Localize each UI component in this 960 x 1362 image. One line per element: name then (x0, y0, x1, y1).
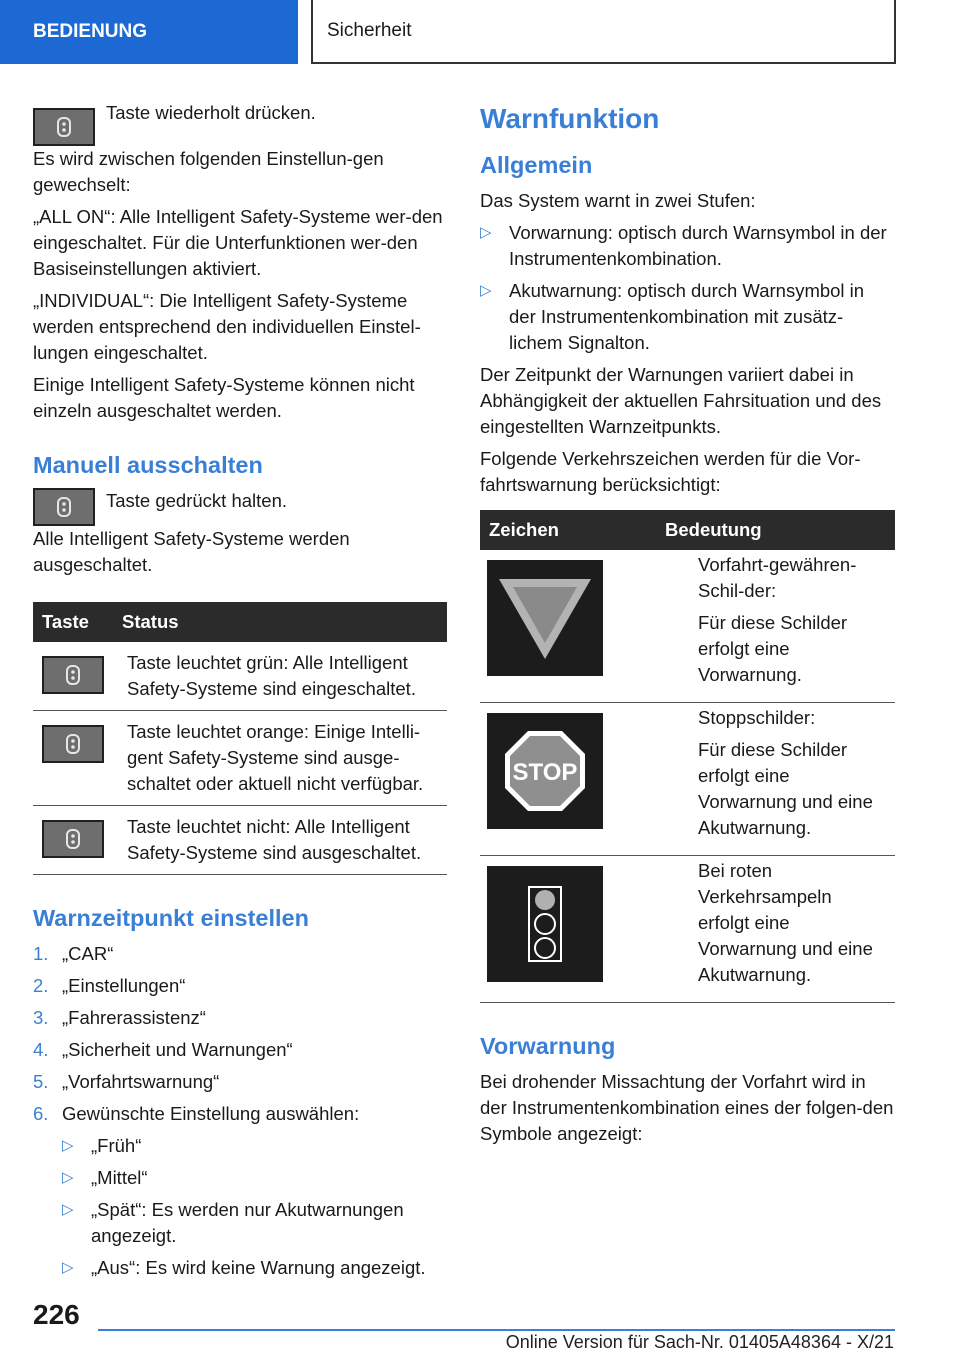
heading-warnfunktion: Warnfunktion (480, 103, 660, 134)
list-item: ▷ „Aus“: Es wird keine Warnung angezeigt. (62, 1255, 447, 1281)
status-text: Taste leuchtet nicht: Alle Intelligent Safety-Systeme sind ausgeschaltet. (113, 806, 447, 875)
sign-title: Bei roten Verkehrsampeln erfolgt eine Vorwarnung und eine Akutwarnung. (698, 860, 873, 985)
chapter-title: BEDIENUNG (33, 21, 148, 42)
section-tab (311, 0, 896, 64)
list-item: 3. „Fahrerassistenz“ (33, 1007, 206, 1028)
table-row (480, 703, 895, 856)
heading-vorwarnung: Vorwarnung (480, 1033, 616, 1059)
stop-sign-label: STOP (512, 759, 578, 786)
safety-button-icon (42, 725, 104, 763)
instruction-text: Taste wiederholt drücken. (106, 102, 316, 123)
triangle-bullet-icon: ▷ (480, 282, 492, 299)
paragraph: „INDIVIDUAL“: Die Intelligent Safety-Systeme werden entsprechend den individuellen Einstel-lungen eingeschaltet. (33, 290, 421, 363)
list-item: ▷ „Früh“ (62, 1133, 447, 1159)
sign-title: Vorfahrt-gewähren-Schil-der: (698, 554, 857, 601)
status-table (33, 602, 447, 875)
traffic-light-icon (487, 866, 603, 982)
list-item: 2. „Einstellungen“ (33, 975, 186, 996)
chapter-tab (0, 0, 298, 64)
yield-sign-icon (487, 560, 603, 676)
paragraph: Folgende Verkehrszeichen werden für die Vor-fahrtswarnung berücksichtigt: (480, 448, 861, 495)
button-instruction (33, 100, 447, 146)
column-header-zeichen: Zeichen (480, 510, 648, 550)
list-item: ▷ Vorwarnung: optisch durch Warnsymbol in der Instrumentenkombination. (480, 220, 895, 272)
paragraph: Einige Intelligent Safety-Systeme können nicht einzeln ausgeschaltet werden. (33, 374, 415, 421)
list-item: 1. „CAR“ (33, 943, 114, 964)
paragraph: Bei drohender Missachtung der Vorfahrt wird in der Instrumentenkombination eines der folgen-den Symbole angezeigt: (480, 1071, 894, 1144)
stop-sign-icon (487, 713, 603, 829)
heading-manuell-ausschalten: Manuell ausschalten (33, 452, 263, 478)
sign-title: Stoppschilder: (698, 707, 816, 728)
section-title: Sicherheit (327, 20, 412, 41)
sign-detail: Für diese Schilder erfolgt eine Vorwarnung. (698, 612, 848, 685)
table-row (33, 806, 447, 875)
table-row (33, 642, 447, 711)
column-header-status: Status (113, 602, 447, 642)
heading-allgemein: Allgemein (480, 152, 593, 178)
stages-list (480, 220, 895, 356)
triangle-bullet-icon: ▷ (62, 1201, 74, 1218)
safety-button-icon (42, 656, 104, 694)
list-item: 6. Gewünschte Einstellung auswählen: (33, 1103, 360, 1124)
triangle-bullet-icon: ▷ (62, 1137, 74, 1154)
paragraph: Der Zeitpunkt der Warnungen variiert dabei in Abhängigkeit der aktuellen Fahrsituation und des eingestellten Warnzeitpunkts. (480, 364, 882, 437)
steps-list (33, 941, 447, 1127)
safety-button-icon (33, 488, 95, 526)
footer-text: Online Version für Sach-Nr. 01405A48364 - X/21 (505, 1332, 894, 1352)
right-column (480, 100, 895, 1153)
page-number: 226 (33, 1299, 80, 1330)
column-header-bedeutung: Bedeutung (648, 510, 895, 550)
button-instruction (33, 488, 447, 526)
paragraph: Das System warnt in zwei Stufen: (480, 190, 756, 211)
left-column (33, 100, 447, 1287)
list-item: 4. „Sicherheit und Warnungen“ (33, 1039, 293, 1060)
list-item: ▷ Akutwarnung: optisch durch Warnsymbol in der Instrumentenkombination mit zusätz-lichem Signalton. (480, 278, 895, 356)
safety-button-icon (33, 108, 95, 146)
status-text: Taste leuchtet grün: Alle Intelligent Safety-Systeme sind eingeschaltet. (113, 642, 447, 711)
safety-button-icon (42, 820, 104, 858)
list-item: ▷ „Mittel“ (62, 1165, 447, 1191)
list-item: ▷ „Spät“: Es werden nur Akutwarnungen angezeigt. (62, 1197, 447, 1249)
triangle-bullet-icon: ▷ (62, 1169, 74, 1186)
table-row (480, 856, 895, 1003)
heading-warnzeitpunkt: Warnzeitpunkt einstellen (33, 905, 309, 931)
paragraph: Alle Intelligent Safety-Systeme werden ausgeschaltet. (33, 528, 350, 575)
table-row (480, 550, 895, 703)
status-text: Taste leuchtet orange: Einige Intelli-gent Safety-Systeme sind ausge-schaltet oder aktuell nicht verfügbar. (113, 711, 447, 806)
list-item: 5. „Vorfahrtswarnung“ (33, 1071, 220, 1092)
signs-table (480, 510, 895, 1003)
paragraph: Es wird zwischen folgenden Einstellun-gen gewechselt: (33, 148, 384, 195)
paragraph: „ALL ON“: Alle Intelligent Safety-Systeme wer-den eingeschaltet. Für die Unterfunktionen wer-den Basiseinstellungen aktiviert. (33, 206, 443, 279)
column-header-taste: Taste (33, 602, 113, 642)
instruction-text: Taste gedrückt halten. (106, 490, 287, 511)
triangle-bullet-icon: ▷ (480, 224, 492, 241)
table-row (33, 711, 447, 806)
sign-detail: Für diese Schilder erfolgt eine Vorwarnung und eine Akutwarnung. (698, 739, 873, 838)
triangle-bullet-icon: ▷ (62, 1259, 74, 1276)
options-list (33, 1133, 447, 1281)
